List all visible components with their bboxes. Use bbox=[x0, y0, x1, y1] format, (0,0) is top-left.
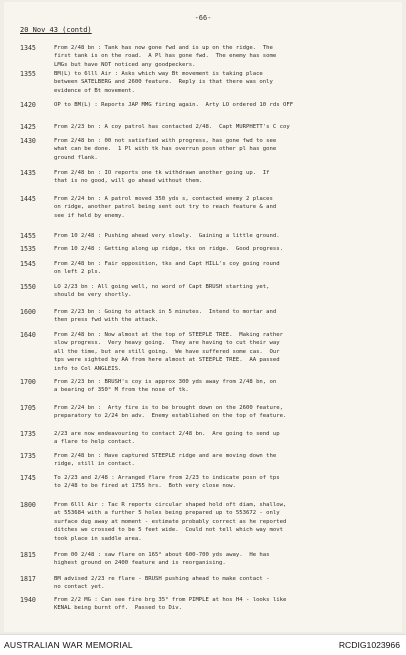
entry-text: From 6lll Air : Tac R reports circular shaped hold oft diam, shallow, at 553684 with a further 5 holes being prepared up to 553672 - only surface dug away at moment - estimate probably correct as he reported ditches we crossed to be 5 feet wide. Could not tell which way movt took place in saddle area. bbox=[54, 502, 287, 542]
date-heading: 20 Nov 43 (contd) bbox=[20, 26, 92, 34]
entry-text: From 2/48 bn : Tank has now gone fwd and is up on the ridge. The first tank is on the road. A Pl has gone fwd. The enemy has some LMGs but have NOT noticed any goodpeckers. bbox=[54, 45, 277, 68]
entry-text: OP to BM(L) : Reports JAP MMG firing again. Arty LO ordered 10 rds OFF bbox=[54, 102, 294, 108]
entry-time: 1700 bbox=[20, 378, 36, 386]
entry-time: 1735 bbox=[20, 452, 36, 460]
entry-text: From 2/48 bn : Now almost at the top of STEEPLE TREE. Making rather slow progress. Very heavy going. They are having to cut their way all the time, but are still going. We have suffered some cas. Our tps were sighted by AA from here almost at STEEPLE TREE. AA passed info to Col ANGLEIS. bbox=[54, 332, 284, 372]
entry-text: From 2/23 bn : Going to attack in 5 minutes. Intend to mortar and then press fwd with the attack. bbox=[54, 309, 277, 324]
entry-time: 1940 bbox=[20, 596, 36, 604]
footer-record-id: RCDIG1023966 bbox=[338, 640, 400, 650]
entry-text: BM(L) to 6lll Air : Asks which way Bt movement is taking place between SATELBERG and 2600 feature. Reply is that there was only evidence of Bt movement. bbox=[54, 71, 273, 94]
entry-time: 1735 bbox=[20, 430, 36, 438]
entry-text: LO 2/23 bn : All going well, no word of Capt BRUSH starting yet, should be very shortly. bbox=[54, 284, 270, 299]
entry-text: From 2/48 bn : 00 not satisfied with progress, has gone fwd to see what can be done. 1 Pl with tk has overrun posn other pl has gone ground flank. bbox=[54, 138, 277, 161]
entry-time: 1817 bbox=[20, 575, 36, 583]
entry-text: To 2/23 and 2/48 : Arranged flare from 2/23 to indicate posn of tps to 2/48 to be fired at 1755 hrs. Both very close now. bbox=[54, 475, 280, 490]
entry-time: 1545 bbox=[20, 260, 36, 268]
entry-time: 1800 bbox=[20, 501, 36, 509]
entry-text: From 2/48 bn : Have captured STEEPLE ridge and are moving down the ridge, still in contact. bbox=[54, 453, 277, 468]
entry-text: From 2/24 bn : Arty fire is to be brought down on the 2600 feature, preparatory to 2/24 bn adv. Enemy established on the top of feature. bbox=[54, 405, 287, 420]
entry-time: 1455 bbox=[20, 232, 36, 240]
entry-text: From 2/2 MG : Can see fire brg 35° from PIMPLE at hos H4 - looks like KENAL being burnt off. Passed to Div. bbox=[54, 597, 287, 612]
entry-text: 2/23 are now endeavouring to contact 2/48 bn. Are going to send up a flare to help contact. bbox=[54, 431, 280, 446]
entry-text: From 2/48 bn : Fair opposition, tks and Capt HILL's coy going round on left 2 pls. bbox=[54, 261, 280, 276]
entry-time: 1535 bbox=[20, 245, 36, 253]
entry-text: From 2/48 bn : IO reports one tk withdrawn another going up. If that is no good, will go ahead without them. bbox=[54, 170, 270, 185]
entry-time: 1345 bbox=[20, 44, 36, 52]
entry-text: From 10 2/48 : Pushing ahead very slowly. Gaining a little ground. bbox=[54, 233, 280, 239]
entry-time: 1420 bbox=[20, 101, 36, 109]
entry-time: 1430 bbox=[20, 137, 36, 145]
entry-text: BM advised 2/23 re flare - BRUSH pushing ahead to make contact - no contact yet. bbox=[54, 576, 270, 591]
entry-time: 1640 bbox=[20, 331, 36, 339]
entry-text: From 00 2/48 : saw flare on 165° about 600-700 yds away. He has highest ground on 2400 feature and is reorganising. bbox=[54, 552, 270, 567]
entry-text: From 2/23 bn : BRUSH's coy is approx 300 yds away from 2/48 bn, on a bearing of 350° M from the nose of tk. bbox=[54, 379, 277, 394]
entry-time: 1745 bbox=[20, 474, 36, 482]
entry-time: 1445 bbox=[20, 195, 36, 203]
footer-institution: AUSTRALIAN WAR MEMORIAL bbox=[4, 640, 133, 650]
entry-text: From 10 2/48 : Getting along up ridge, tks on ridge. Good progress. bbox=[54, 246, 284, 252]
entry-text: From 2/23 bn : A coy patrol has contacted 2/48. Capt MURPHETT's C coy bbox=[54, 124, 290, 130]
entry-time: 1600 bbox=[20, 308, 36, 316]
entry-time: 1550 bbox=[20, 283, 36, 291]
entry-time: 1815 bbox=[20, 551, 36, 559]
entry-time: 1435 bbox=[20, 169, 36, 177]
page-number: -66- bbox=[194, 14, 212, 22]
entry-text: From 2/24 bn : A patrol moved 350 yds s, contacted enemy 2 places on ridge, another patrol being sent out try to reach feature & and see if held by enemy. bbox=[54, 196, 277, 219]
entry-time: 1425 bbox=[20, 123, 36, 131]
footer-bar bbox=[0, 634, 406, 655]
entry-time: 1705 bbox=[20, 404, 36, 412]
entry-time: 1355 bbox=[20, 70, 36, 78]
